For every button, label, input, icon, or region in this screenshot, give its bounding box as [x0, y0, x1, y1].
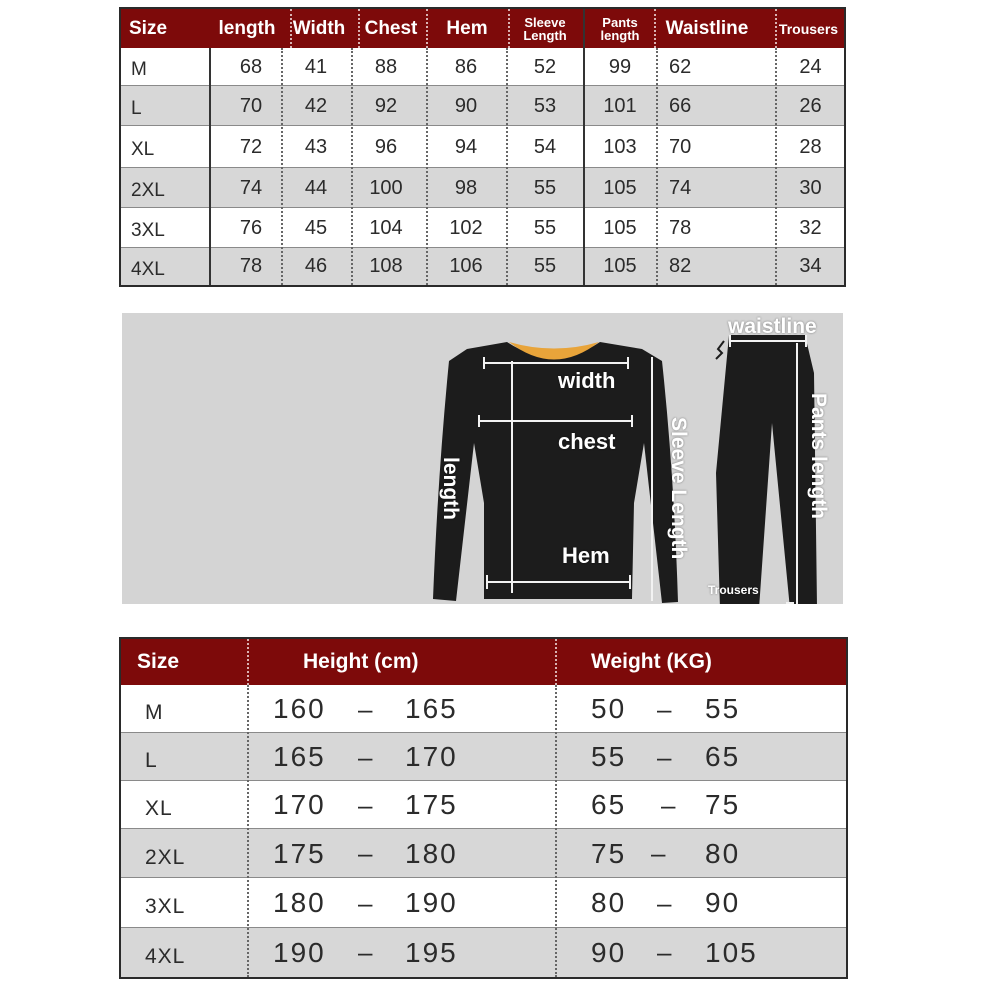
weight-dash: –: [657, 741, 674, 772]
cell-length: 70: [239, 94, 263, 117]
table-row: [121, 781, 846, 829]
cell-weight-min: 80: [591, 887, 627, 918]
header-divider: [775, 9, 777, 48]
table-row: [121, 126, 844, 168]
cell-pants-length: 105: [603, 176, 637, 199]
column-divider: [775, 48, 777, 285]
fit-table: [119, 637, 848, 979]
cell-waistline: 82: [669, 255, 692, 277]
cell-weight-min: 65: [591, 789, 627, 820]
heating-cable: [716, 341, 724, 359]
cell-chest: 104: [369, 216, 403, 239]
waistline-label: waistline: [728, 315, 817, 338]
table-row: [121, 878, 846, 928]
cell-length: 76: [239, 216, 263, 239]
cell-height-min: 160: [273, 693, 326, 724]
cell-length: 72: [239, 135, 263, 158]
cell-weight-max: 105: [705, 936, 758, 968]
column-divider: [351, 48, 353, 285]
cell-sleeve-length: 52: [533, 55, 557, 78]
cell-width: 42: [304, 94, 328, 117]
chest-label: chest: [558, 429, 616, 454]
cell-width: 46: [304, 255, 328, 277]
measurement-table-header: [121, 9, 844, 48]
cell-size: 4XL: [145, 944, 186, 968]
cell-chest: 100: [369, 176, 403, 199]
cell-size: 2XL: [131, 180, 165, 201]
header-height: Height (cm): [303, 650, 419, 673]
cell-sleeve-length: 55: [533, 176, 557, 199]
table-row: [121, 48, 844, 86]
header-chest: Chest: [364, 18, 418, 39]
cell-weight-max: 55: [705, 693, 741, 724]
column-divider: [209, 48, 211, 285]
cell-waistline: 78: [669, 216, 692, 239]
garment-illustration: [122, 313, 843, 604]
header-divider: [654, 9, 656, 48]
cell-width: 43: [304, 135, 328, 158]
weight-dash: –: [657, 887, 674, 918]
header-size: Size: [129, 18, 168, 39]
cell-height-max: 190: [405, 887, 458, 918]
cell-width: 45: [304, 216, 328, 239]
height-dash: –: [358, 741, 375, 772]
cell-hem: 106: [449, 255, 483, 277]
cell-size: 3XL: [145, 895, 186, 918]
height-dash: –: [358, 937, 375, 967]
header-sleeve-length: Sleeve Length: [523, 14, 567, 43]
cell-chest: 108: [369, 255, 403, 277]
header-divider: [426, 9, 428, 48]
hem-label: Hem: [562, 543, 610, 568]
cell-hem: 90: [454, 94, 478, 117]
column-divider: [555, 685, 557, 977]
cell-trousers: 30: [799, 176, 822, 199]
cell-hem: 102: [449, 216, 483, 239]
table-row: [121, 733, 846, 781]
measurement-table: [119, 7, 846, 287]
long-sleeve-shirt: [433, 342, 678, 603]
cell-trousers: 32: [799, 216, 822, 239]
cell-sleeve-length: 53: [533, 94, 557, 117]
table-row: [121, 168, 844, 208]
header-pants-length: Pants length: [600, 14, 640, 43]
table-row: [121, 685, 846, 733]
cell-chest: 96: [374, 135, 398, 158]
cell-length: 78: [239, 255, 263, 277]
cell-height-max: 170: [405, 741, 458, 772]
table-row: [121, 928, 846, 977]
sleeve-length-label: Sleeve Length: [667, 417, 690, 560]
cell-weight-min: 75: [591, 837, 627, 869]
cell-waistline: 70: [669, 135, 692, 158]
cell-length: 68: [239, 55, 263, 78]
cell-pants-length: 105: [603, 255, 637, 277]
cell-chest: 88: [374, 55, 398, 78]
weight-dash: –: [657, 937, 674, 967]
cell-pants-length: 101: [603, 94, 637, 117]
width-label: width: [558, 368, 616, 393]
cell-weight-max: 75: [705, 789, 741, 820]
cell-hem: 94: [454, 135, 478, 158]
table-row: [121, 208, 844, 248]
cell-height-max: 180: [405, 837, 458, 869]
cell-height-min: 170: [273, 789, 326, 820]
height-dash: –: [358, 789, 375, 820]
cell-size: 3XL: [131, 220, 165, 241]
cell-width: 41: [304, 55, 328, 78]
header-size: Size: [137, 650, 180, 673]
weight-dash: –: [651, 838, 668, 868]
weight-dash: –: [661, 789, 678, 820]
cell-weight-max: 90: [705, 887, 741, 918]
table-row: [121, 829, 846, 878]
cell-size: L: [145, 749, 158, 772]
cell-weight-min: 90: [591, 936, 627, 968]
long-pants: [716, 335, 817, 604]
cell-trousers: 26: [799, 94, 822, 117]
fit-table-header: [121, 639, 846, 685]
cell-waistline: 62: [669, 55, 692, 78]
height-dash: –: [358, 838, 375, 868]
cell-pants-length: 105: [603, 216, 637, 239]
cell-hem: 86: [454, 55, 478, 78]
header-divider: [508, 9, 510, 48]
weight-dash: –: [657, 693, 674, 724]
length-label: length: [439, 457, 462, 520]
cell-size: M: [145, 701, 164, 724]
header-divider: [358, 9, 360, 48]
cell-width: 44: [304, 176, 328, 199]
cell-length: 74: [239, 176, 263, 199]
cell-size: XL: [131, 139, 155, 160]
header-divider: [290, 9, 292, 48]
column-divider: [583, 9, 585, 285]
cell-size: M: [131, 59, 147, 80]
cell-size: 4XL: [131, 258, 165, 280]
cell-weight-max: 80: [705, 837, 741, 869]
column-divider: [247, 685, 249, 977]
cell-sleeve-length: 55: [533, 255, 557, 277]
header-hem: Hem: [446, 18, 488, 39]
cell-trousers: 24: [799, 55, 822, 78]
header-divider: [555, 639, 557, 685]
cell-waistline: 74: [669, 176, 692, 199]
cell-sleeve-length: 55: [533, 216, 557, 239]
height-dash: –: [358, 693, 375, 724]
cell-height-min: 175: [273, 837, 326, 869]
cell-height-max: 195: [405, 936, 458, 968]
cell-height-min: 165: [273, 741, 326, 772]
header-length: length: [218, 18, 276, 39]
cell-weight-max: 65: [705, 741, 741, 772]
cell-height-max: 165: [405, 693, 458, 724]
cell-height-min: 190: [273, 936, 326, 968]
column-divider: [426, 48, 428, 285]
cell-size: L: [131, 98, 142, 119]
pants-length-label: Pants length: [807, 393, 830, 520]
header-trousers: Trousers: [778, 20, 839, 37]
cell-sleeve-length: 54: [533, 135, 557, 158]
cell-pants-length: 99: [608, 55, 632, 78]
cell-hem: 98: [454, 176, 478, 199]
cell-weight-min: 50: [591, 693, 627, 724]
cell-size: 2XL: [145, 845, 186, 869]
cell-size: XL: [145, 797, 173, 820]
trousers-label: Trousers: [708, 583, 759, 597]
cell-trousers: 34: [799, 255, 822, 277]
cell-weight-min: 55: [591, 741, 627, 772]
header-weight: Weight (KG): [591, 650, 712, 673]
cell-pants-length: 103: [603, 135, 637, 158]
column-divider: [506, 48, 508, 285]
height-dash: –: [358, 887, 375, 918]
cell-height-max: 175: [405, 789, 458, 820]
column-divider: [281, 48, 283, 285]
cell-chest: 92: [374, 94, 398, 117]
header-divider: [247, 639, 249, 685]
measurement-diagram: [122, 313, 843, 604]
header-width: Width: [292, 18, 346, 39]
table-row: [121, 86, 844, 126]
cell-height-min: 180: [273, 887, 326, 918]
cell-waistline: 66: [669, 94, 692, 117]
table-row: [121, 248, 844, 285]
column-divider: [656, 48, 658, 285]
cell-trousers: 28: [799, 135, 822, 158]
header-waistline: Waistline: [665, 18, 749, 39]
